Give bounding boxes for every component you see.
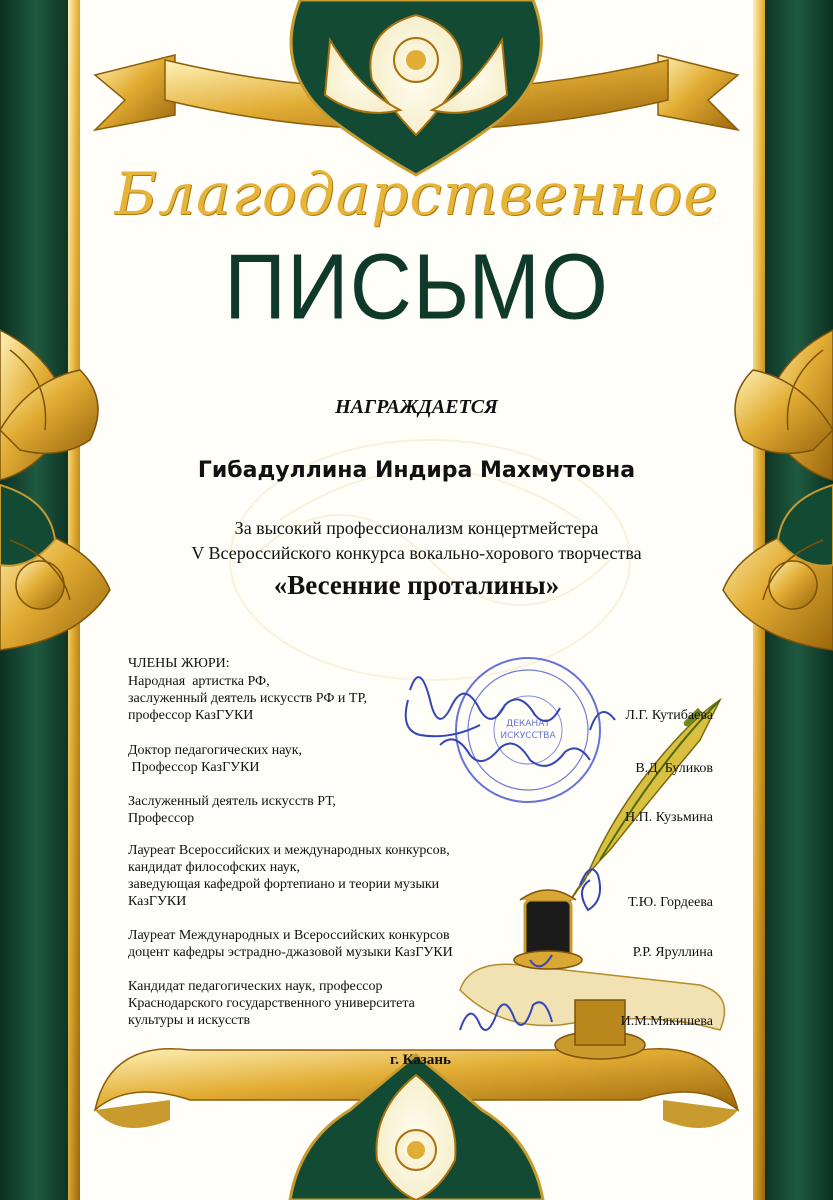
jury-title-line: Профессор КазГУКИ xyxy=(128,760,260,775)
jury-title-line: культуры и искусств xyxy=(128,1013,251,1028)
jury-title-line: заслуженный деятель искусств РФ и ТР, xyxy=(128,691,367,706)
jury-title-line: Профессор xyxy=(128,811,195,826)
jury-member-title xyxy=(128,842,450,910)
jury-title-line: Народная артистка РФ, xyxy=(128,674,270,689)
awarded-label: НАГРАЖДАЕТСЯ xyxy=(335,396,498,418)
jury-label: ЧЛЕНЫ ЖЮРИ: xyxy=(128,656,230,671)
title-script: Благодарственное xyxy=(114,160,719,228)
official-seal xyxy=(456,658,600,802)
jury-title-line: профессор КазГУКИ xyxy=(128,708,254,723)
jury-title-line: доцент кафедры эстрадно-джазовой музыки КазГУКИ xyxy=(128,945,453,960)
reason-line-2: V Всероссийского конкурса вокально-хорового творчества xyxy=(191,543,642,563)
jury-member-title xyxy=(128,927,453,961)
svg-text:ИСКУССТВА: ИСКУССТВА xyxy=(500,731,556,741)
jury-member-title xyxy=(128,793,336,827)
jury-title-line: заведующая кафедрой фортепиано и теории музыки xyxy=(128,877,440,892)
title-main: ПИСЬМО xyxy=(224,235,609,339)
jury-member-name: Л.Г. Кутибаева xyxy=(625,708,713,723)
jury-title-line: Краснодарского государственного университета xyxy=(128,996,415,1011)
jury-member-title xyxy=(128,742,302,776)
jury-member-name: Т.Ю. Гордеева xyxy=(628,895,713,910)
contest-name: «Весенние проталины» xyxy=(273,570,560,600)
jury-title-line: Заслуженный деятель искусств РТ, xyxy=(128,794,336,809)
jury-member-title xyxy=(128,673,367,724)
jury-title-line: Лауреат Всероссийских и международных конкурсов, xyxy=(128,843,450,858)
reason-line-1: За высокий профессионализм концертмейстера xyxy=(234,518,599,538)
jury-title-line: Доктор педагогических наук, xyxy=(128,743,302,758)
city-label: г. Казань xyxy=(390,1052,451,1068)
jury-member-name: Р.Р. Яруллина xyxy=(632,945,713,960)
jury-title-line: кандидат философских наук, xyxy=(128,860,300,875)
jury-title-line: КазГУКИ xyxy=(128,894,187,909)
jury-member-name: Н.П. Кузьмина xyxy=(625,810,713,825)
jury-title-line: Кандидат педагогических наук, профессор xyxy=(128,979,383,994)
recipient-name: Гибадуллина Индира Махмутовна xyxy=(197,458,636,483)
jury-member-name: И.М.Мякишева xyxy=(620,1014,713,1029)
jury-member-name: В.Д. Буликов xyxy=(635,761,713,776)
svg-text:ДЕКАНАТ: ДЕКАНАТ xyxy=(506,719,550,729)
jury-title-line: Лауреат Международных и Всероссийских конкурсов xyxy=(128,928,450,943)
jury-member-title xyxy=(128,978,415,1029)
